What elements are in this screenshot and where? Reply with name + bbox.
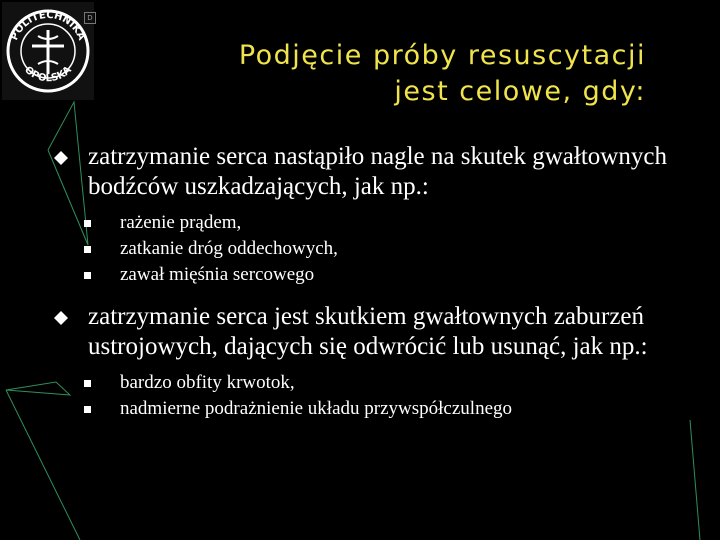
square-bullet-icon [84,220,91,227]
diamond-bullet-icon [54,151,68,165]
sub-item-text: nadmierne podrażnienie układu przywspółczulnego [120,398,512,419]
square-bullet-icon [84,406,91,413]
bullet-item [54,142,694,202]
diamond-bullet-icon [54,311,68,325]
sub-item-text: zawał mięśnia sercowego [120,264,315,285]
slide-content [54,142,694,436]
sub-list-item [54,262,694,288]
title-line-1: Podjęcie próby resuscytacji [238,40,646,71]
slide-corner-mark: D [84,12,96,24]
bullet-text: zatrzymanie serca nastąpiło nagle na skutek gwałtownych bodźców uszkadzających, jak np.: [88,143,667,200]
slide-title [126,38,646,110]
sub-list-item [54,370,694,396]
sub-item-text: zatkanie dróg oddechowych, [120,238,338,259]
politechnika-opolska-logo-icon [2,2,94,100]
title-line-2: jest celowe, gdy: [394,76,646,107]
bullet-text: zatrzymanie serca jest skutkiem gwałtownych zaburzeń ustrojowych, dających się odwrócić lub usunąć, jak np.: [88,303,648,360]
square-bullet-icon [84,380,91,387]
square-bullet-icon [84,246,91,253]
sub-list [54,370,694,422]
bullet-item [54,302,694,362]
sub-item-text: bardzo obfity krwotok, [120,372,295,393]
square-bullet-icon [84,272,91,279]
svg-text:OPOLSKA: OPOLSKA [22,64,74,85]
sub-item-text: rażenie prądem, [120,212,242,233]
sub-list [54,210,694,288]
sub-list-item [54,236,694,262]
svg-text:POLITECHNIKA: POLITECHNIKA [9,9,87,43]
sub-list-item [54,210,694,236]
sub-list-item [54,396,694,422]
